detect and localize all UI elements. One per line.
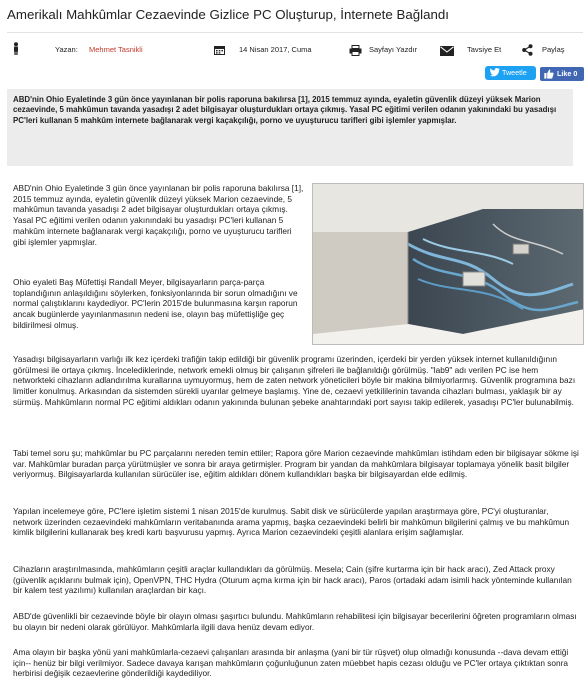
person-icon xyxy=(12,42,20,58)
author-link[interactable]: Mehmet Tasnikli xyxy=(89,45,143,54)
publish-date: 14 Nisan 2017, Cuma xyxy=(239,45,312,54)
tweet-label: Tweetle xyxy=(502,68,527,77)
tweet-button[interactable] xyxy=(485,66,536,80)
facebook-like-icon xyxy=(544,69,554,84)
article-paragraph: Ama olayın bir başka yönü yani mahkûmlarla-cezaevi çalışanları arasında bir anlaşma (yani bir tür rüşvet) olup olmadığı konusunda --dava devam ettiği için-- henüz bir bilgi verilmiyor. Sadece davaya karışan mahkûmların çoğunluğunun zaten müebbet hapis cezası olduğu ve PC'ler ortaya çıktıktan sonra herbirisi değişik cezaevlerine gönderildiği kaydediliyor. xyxy=(13,647,569,679)
ceiling-computer-image xyxy=(313,184,584,345)
article-paragraph: Yasadışı bilgisayarların varlığı ilk kez içerdeki trafiğin takip edildiği bir güvenlik programı üzerinden, içerdeki bir yerden yüksek internet kullanıldığının görülmesi ile ortaya çıkmış. İncelediklerinde, network emekli olmuş bir çalışanın şifreleri ile bağlanıldığı görülmüş. "lab9" adı verilen PC ise hem networkteki cihazların adlandırılma kurallarına uymuyormuş, hem de zaten network yöneticileri böyle bir makina bilmiyorlarmış. Güvenlik programına bazı limitler konulmuş. Arkasından da sistemden sürekli uyarılar gelmeye başlamış. Yine de, cezaevi yetkililerinin tavanda cihazları bulması, yaklaşık bir ay sürmüş. Mahkûmların normal PC eğitimi aldıkları odanın yakınında bulunan şebeke anahtarındaki port sayısı takip edilerek, yasadışı PC'ler bulunabilmiş. xyxy=(13,354,576,407)
twitter-bird-icon xyxy=(490,68,500,82)
article-meta-bar xyxy=(7,32,583,63)
article-paragraph: Cihazların araştırılmasında, mahkûmların çeşitli araçlar kullandıkları da görülmüş. Mesela; Cain (şifre kurtarma için bir hack aracı), Zed Attack proxy (güvenlik açıklarını bulmak için), OpenVPN, THC Hydra (Oturum açma kırma için bir hack aracı), Paros (ortadaki adam isimli hack yönteminde kullanılan bir kalem test yazılımı) kullanılan araçlardan bir kaçı. xyxy=(13,564,572,596)
calendar-icon xyxy=(214,45,225,58)
article-paragraph: ABD'nin Ohio Eyaletinde 3 gün önce yayınlanan bir polis raporuna bakılırsa [1], 2015 temmuz ayında, eyaletin güvenlik düzeyi yüksek Marion cezaevinde, 5 mahkûmun tavanda yasadışı 2 adet bilgisayar oluşturdukları ortaya çıkmış. Yasal PC eğitimi verilen odanın yakınındaki bu yasadışı PC'leri kullanan 5 mahkûm internete bağlanarak vergi kaçakçılığı, porno ve uyuşturucu tarifleri gibi işlemler yapmışlar. xyxy=(13,183,304,247)
article-title: Amerikalı Mahkûmlar Cezaevinde Gizlice PC Oluşturup, İnternete Bağlandı xyxy=(7,7,449,22)
author-label: Yazan: xyxy=(55,45,78,54)
share-icon[interactable] xyxy=(522,44,533,59)
envelope-icon[interactable] xyxy=(440,46,454,59)
article-summary: ABD'nin Ohio Eyaletinde 3 gün önce yayınlanan bir polis raporuna bakılırsa [1], 2015 temmuz ayında, eyaletin güvenlik düzeyi yüksek Marion cezaevinde, 5 mahkûmun tavanda yasadışı 2 adet bilgisayar oluşturdukları ortaya çıkmış. Yasal PC eğitimi verilen odanın yakınındaki bu yasadışı PC'leri kullanan 5 mahkûm internete bağlanarak vergi kaçakçılığı, porno ve uyuşturucu tarifleri gibi işlemler yapmışlar. xyxy=(7,89,573,166)
article-paragraph: ABD'de güvenlikli bir cezaevinde böyle bir olayın olması şaşırtıcı bulundu. Mahkûmların rehabilitesi için bilgisayar becerilerini öğreten programların olması bu olayın bir nedeni olarak görülüyor. Mahkûmlarla ilgili dava henüz devam ediyor. xyxy=(13,611,577,632)
article-photo xyxy=(312,183,584,345)
recommend-link[interactable]: Tavsiye Et xyxy=(467,45,502,54)
like-label: Like 0 xyxy=(557,69,578,78)
facebook-like-button[interactable] xyxy=(540,67,584,81)
article-paragraph: Yapılan incelemeye göre, PC'lere işletim sistemi 1 nisan 2015'de kurulmuş. Sabit disk ve sürücülerde yapılan araştırmaya göre, PC'yi oluşturanlar, network üzerinden cezaevindeki mahkûmların veritabanında arama yapmış, başka cezaevindeki belirli bir mahkûmun bilgilerini çalmış ve bu mahkûmun kimlik bilgilerini kullanarak beş kredi kartı başvurusu yapmış. Ayrıca Marion cezaevindeki çeşitli alanlara erişim sağlamışlar. xyxy=(13,506,570,538)
printer-icon[interactable] xyxy=(349,45,362,59)
print-page-link[interactable]: Sayfayı Yazdır xyxy=(369,45,418,54)
article-paragraph: Ohio eyaleti Baş Müfettişi Randall Meyer, bilgisayarların parça-parça toplandığının anlaşıldığını söylerken, fonksiyonlarında bir sorun olmadığını ve normal çalıştıklarını kaydediyor. PC'lerin 2015'de bulunmasına karşın raporun ancak bugünlerde yayınlanmasının nedeni ise, olayın baş müfettişliğe geç bildirilmesi olmuş. xyxy=(13,277,298,330)
share-link[interactable]: Paylaş xyxy=(542,45,565,54)
article-paragraph: Tabi temel soru şu; mahkûmlar bu PC parçalarını nereden temin ettiler; Rapora göre Marion cezaevinde mahkûmları istihdam eden bir bilgisayar sökme işi var. Mahkûmlar buradan parça yürütmüşler ve sonra bir araya getirmişler. Program bir yandan da mahkûmlara bilgisayar toplamaya yönelik basit bilgiler veriyormuş. Bilgisayarlarda kullanılan sürücüler ise, eğitim aldıkları dönem kullandıkları başka bir bilgisayardan elde edilmiş. xyxy=(13,448,579,480)
